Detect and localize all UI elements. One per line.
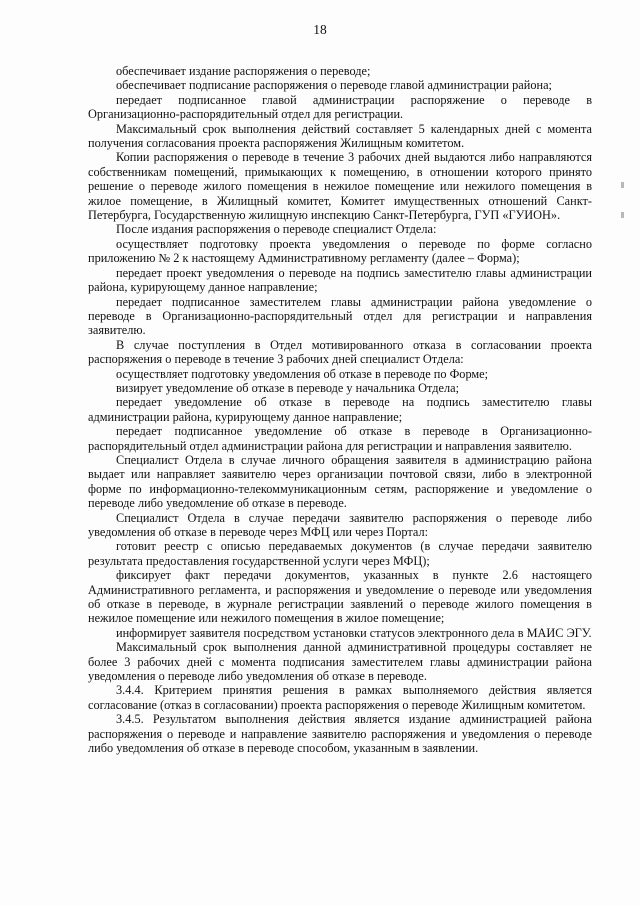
scan-mark [621,182,624,188]
document-body [88,64,592,756]
paragraph: готовит реестр с описью передаваемых документов (в случае передачи заявителю результата предоставления государственной услуги через МФЦ); [88,539,592,568]
paragraph: Специалист Отдела в случае передачи заявителю распоряжения о переводе либо уведомления об отказе в переводе через МФЦ или через Портал: [88,510,592,539]
paragraph: осуществляет подготовку проекта уведомления о переводе по форме согласно приложению № 2 к настоящему Административному регламенту (далее – Форма); [88,236,592,266]
paragraph: передает подписанное главой администрации распоряжение о переводе в Организационно-распорядительный отдел для регистрации. [88,92,592,122]
paragraph: Копии распоряжения о переводе в течение 3 рабочих дней выдаются либо направляются собственникам помещений, примыкающих к помещению, в отношении которого принято решение о переводе жилого помещения в нежилое помещение или нежилого помещения в жилое помещение, в Жилищный комитет, Комитет имущественных отношений Санкт-Петербурга, Государственную жилищную инспекцию Санкт-Петербурга, ГУП «ГУИОН». [88,150,592,223]
paragraph: фиксирует факт передачи документов, указанных в пункте 2.6 настоящего Административного регламента, и распоряжения и уведомление о переводе или уведомления об отказе в переводе, в журнале регистрации заявлений о переводе жилого помещения в нежилое помещение или нежилого помещения в жилое помещение; [88,568,592,626]
paragraph: визирует уведомление об отказе в переводе у начальника Отдела; [116,380,459,395]
paragraph: передает уведомление об отказе в переводе на подпись заместителю главы администрации района, курирующему данное направление; [88,395,592,424]
paragraph: передает подписанное уведомление об отказе в переводе в Организационно-распорядительный отдел администрации района для регистрации и направления заявителю. [88,424,592,453]
paragraph: Максимальный срок выполнения действий составляет 5 календарных дней с момента получения согласования проекта распоряжения Жилищным комитетом. [88,121,592,151]
paragraph: После издания распоряжения о переводе специалист Отдела: [116,222,437,237]
paragraph: передает проект уведомления о переводе на подпись заместителю главы администрации района, курирующему данное направление; [88,265,592,295]
paragraph: обеспечивает издание распоряжения о переводе; [116,64,371,78]
scan-mark [621,212,624,218]
paragraph: Максимальный срок выполнения данной административной процедуры составляет не более 3 рабочих дней с момента подписания заместителем главы администрации района уведомления о переводе либо уведомления об отказе в переводе. [88,640,592,684]
paragraph: В случае поступления в Отдел мотивированного отказа в согласовании проекта распоряжения о переводе в течение 3 рабочих дней специалист Отдела: [88,337,592,367]
paragraph: передает подписанное заместителем главы администрации района уведомление о переводе в Организационно-распорядительный отдел для регистрации и направления заявителю. [88,294,592,338]
paragraph: информирует заявителя посредством установки статусов электронного дела в МАИС ЭГУ. [116,625,592,640]
page-number: 18 [313,22,327,37]
paragraph: обеспечивает подписание распоряжения о переводе главой администрации района; [116,78,552,93]
paragraph: осуществляет подготовку уведомления об отказе в переводе по Форме; [116,366,489,381]
paragraph: 3.4.4. Критерием принятия решения в рамках выполняемого действия является согласование (отказ в согласовании) проекта распоряжения о переводе Жилищным комитетом. [88,683,592,712]
paragraph: 3.4.5. Результатом выполнения действия является издание администрацией района распоряжения о переводе и направление заявителю распоряжения и уведомления о переводе либо уведомления об отказе в переводе способом, указанным в заявлении. [88,712,592,756]
paragraph: Специалист Отдела в случае личного обращения заявителя в администрацию района выдает или направляет заявителю через организации почтовой связи, либо в электронной форме по информационно-телекоммуникационным сетям, распоряжение и уведомление о переводе либо уведомление об отказе в переводе. [88,452,592,511]
